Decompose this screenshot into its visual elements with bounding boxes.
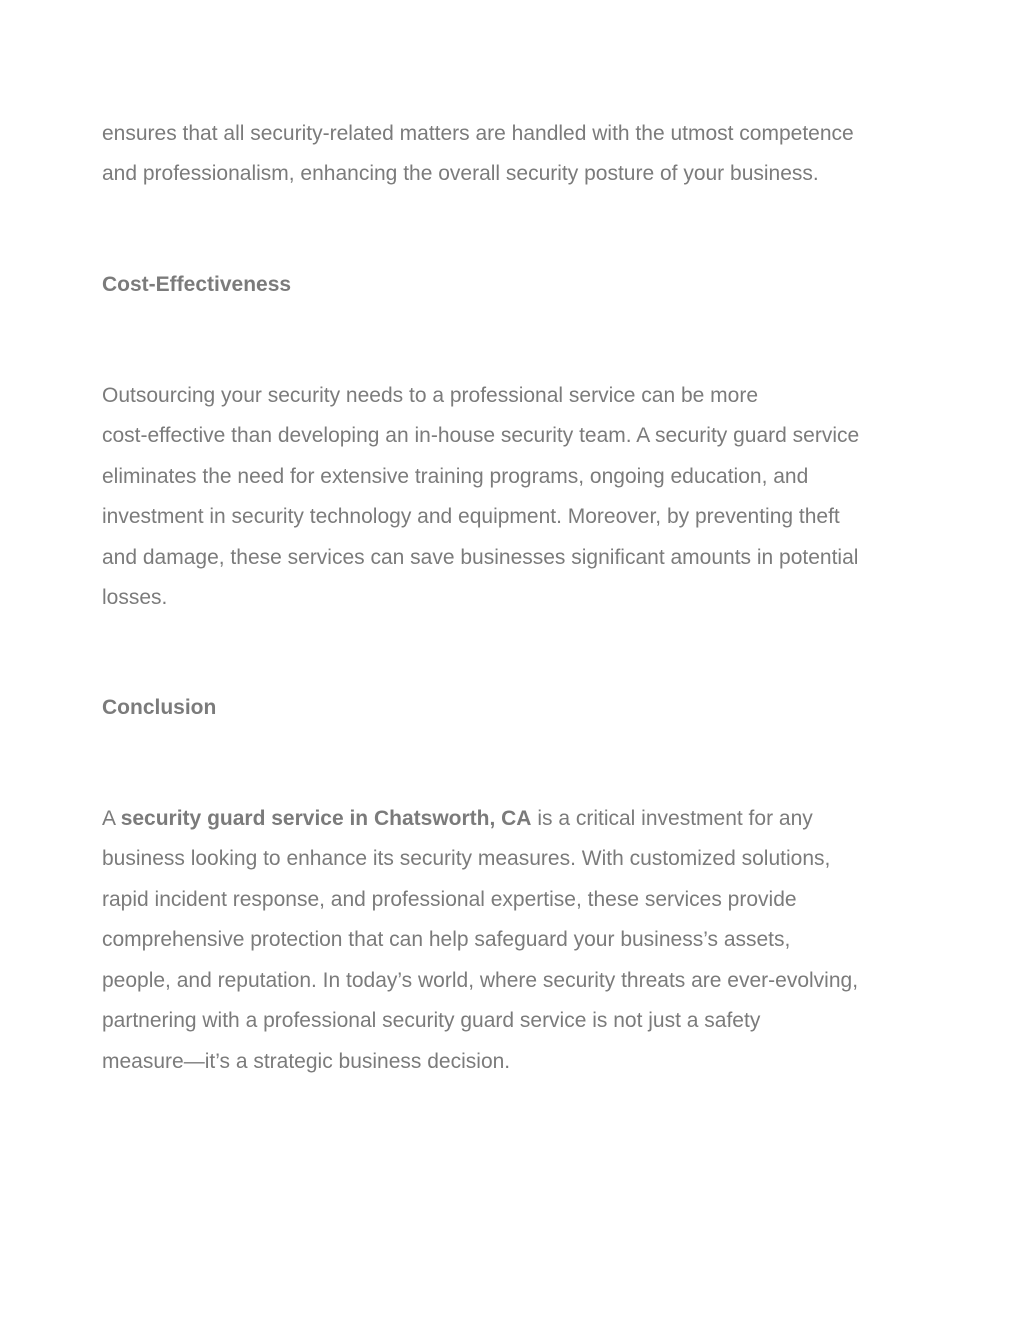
- paragraph-line: ensures that all security-related matters are handled with the utmost competence: [102, 122, 854, 145]
- paragraph-line: [102, 807, 813, 831]
- paragraph-line: and damage, these services can save businesses significant amounts in potential: [102, 546, 859, 569]
- paragraph-line: rapid incident response, and professional expertise, these services provide: [102, 888, 797, 911]
- paragraph-line: and professionalism, enhancing the overall security posture of your business.: [102, 162, 819, 185]
- paragraph-line: partnering with a professional security guard service is not just a safety: [102, 1009, 761, 1032]
- paragraph-line: Outsourcing your security needs to a professional service can be more: [102, 384, 758, 407]
- paragraph-line: investment in security technology and equipment. Moreover, by preventing theft: [102, 505, 840, 528]
- paragraph-line: business looking to enhance its security measures. With customized solutions,: [102, 847, 831, 870]
- paragraph-line: losses.: [102, 586, 168, 609]
- conclusion-prefix: A: [102, 807, 121, 830]
- paragraph-line: eliminates the need for extensive training programs, ongoing education, and: [102, 465, 809, 488]
- section-heading-conclusion: Conclusion: [102, 696, 217, 719]
- paragraph-line: cost-effective than developing an in-house security team. A security guard service: [102, 424, 860, 447]
- section-heading-cost-effectiveness: Cost-Effectiveness: [102, 273, 292, 296]
- conclusion-suffix: is a critical investment for any: [531, 807, 813, 830]
- paragraph-line: comprehensive protection that can help safeguard your business’s assets,: [102, 928, 791, 951]
- paragraph-line: people, and reputation. In today’s world, where security threats are ever-evolving,: [102, 969, 859, 992]
- keyword-emphasis: security guard service in Chatsworth, CA: [120, 807, 532, 830]
- paragraph-line: measure—it’s a strategic business decision.: [102, 1050, 511, 1073]
